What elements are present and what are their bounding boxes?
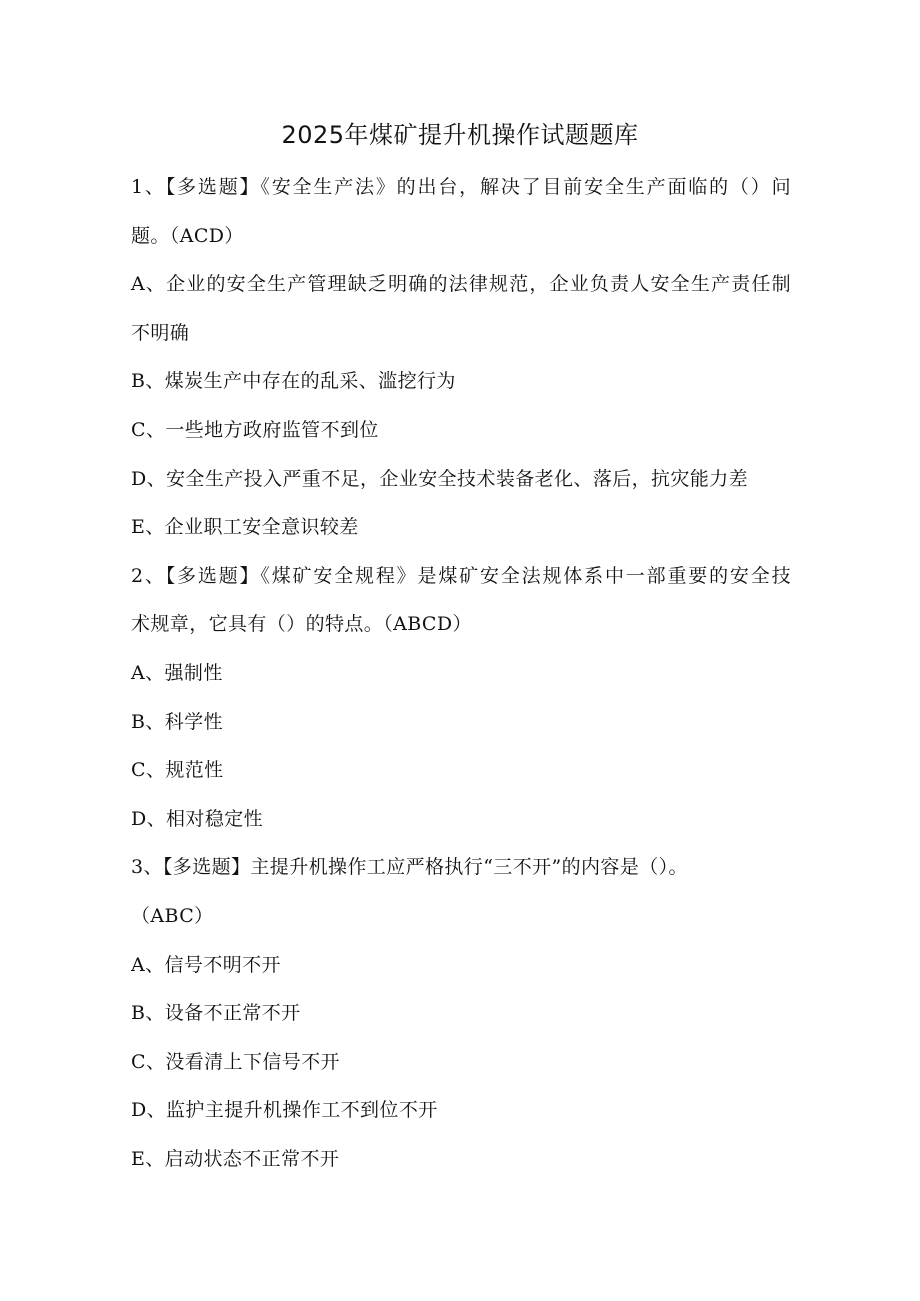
q3-stem-line2: （ABC） [131, 904, 214, 927]
q2-stem-line1: 2、【多选题】《煤矿安全规程》是煤矿安全法规体系中一部重要的安全技 [131, 564, 791, 587]
q1-option-b: B、煤炭生产中存在的乱采、滥挖行为 [131, 370, 456, 393]
q1-option-a: A、企业的安全生产管理缺乏明确的法律规范，企业负责人安全生产责任制 [131, 273, 791, 296]
q1-option-c: C、一些地方政府监管不到位 [131, 418, 379, 441]
q2-option-a: A、强制性 [131, 661, 223, 684]
document-title: 2025年煤矿提升机操作试题题库 [281, 121, 639, 149]
q2-option-c: C、规范性 [131, 759, 224, 782]
q3-option-a: A、信号不明不开 [131, 953, 281, 976]
q1-option-a-cont: 不明确 [131, 321, 190, 344]
q2-stem-line2: 术规章，它具有（）的特点。（ABCD） [131, 613, 472, 636]
q3-stem-line1: 3、【多选题】主提升机操作工应严格执行“三不开”的内容是（）。 [131, 856, 688, 879]
q1-stem-line1: 1、【多选题】《安全生产法》的出台，解决了目前安全生产面临的（）问 [131, 176, 791, 198]
q2-option-d: D、相对稳定性 [131, 807, 264, 830]
q3-option-e: E、启动状态不正常不开 [131, 1147, 340, 1170]
q3-option-b: B、设备不正常不开 [131, 1002, 301, 1025]
q1-option-e: E、企业职工安全意识较差 [131, 516, 359, 539]
q3-option-c: C、没看清上下信号不开 [131, 1050, 340, 1073]
question-list [131, 163, 791, 1183]
q1-option-d: D、安全生产投入严重不足，企业安全技术装备老化、落后，抗灾能力差 [131, 467, 749, 490]
q1-stem-line2: 题。（ACD） [131, 224, 244, 247]
q3-option-d: D、监护主提升机操作工不到位不开 [131, 1099, 438, 1122]
q2-option-b: B、科学性 [131, 710, 223, 733]
